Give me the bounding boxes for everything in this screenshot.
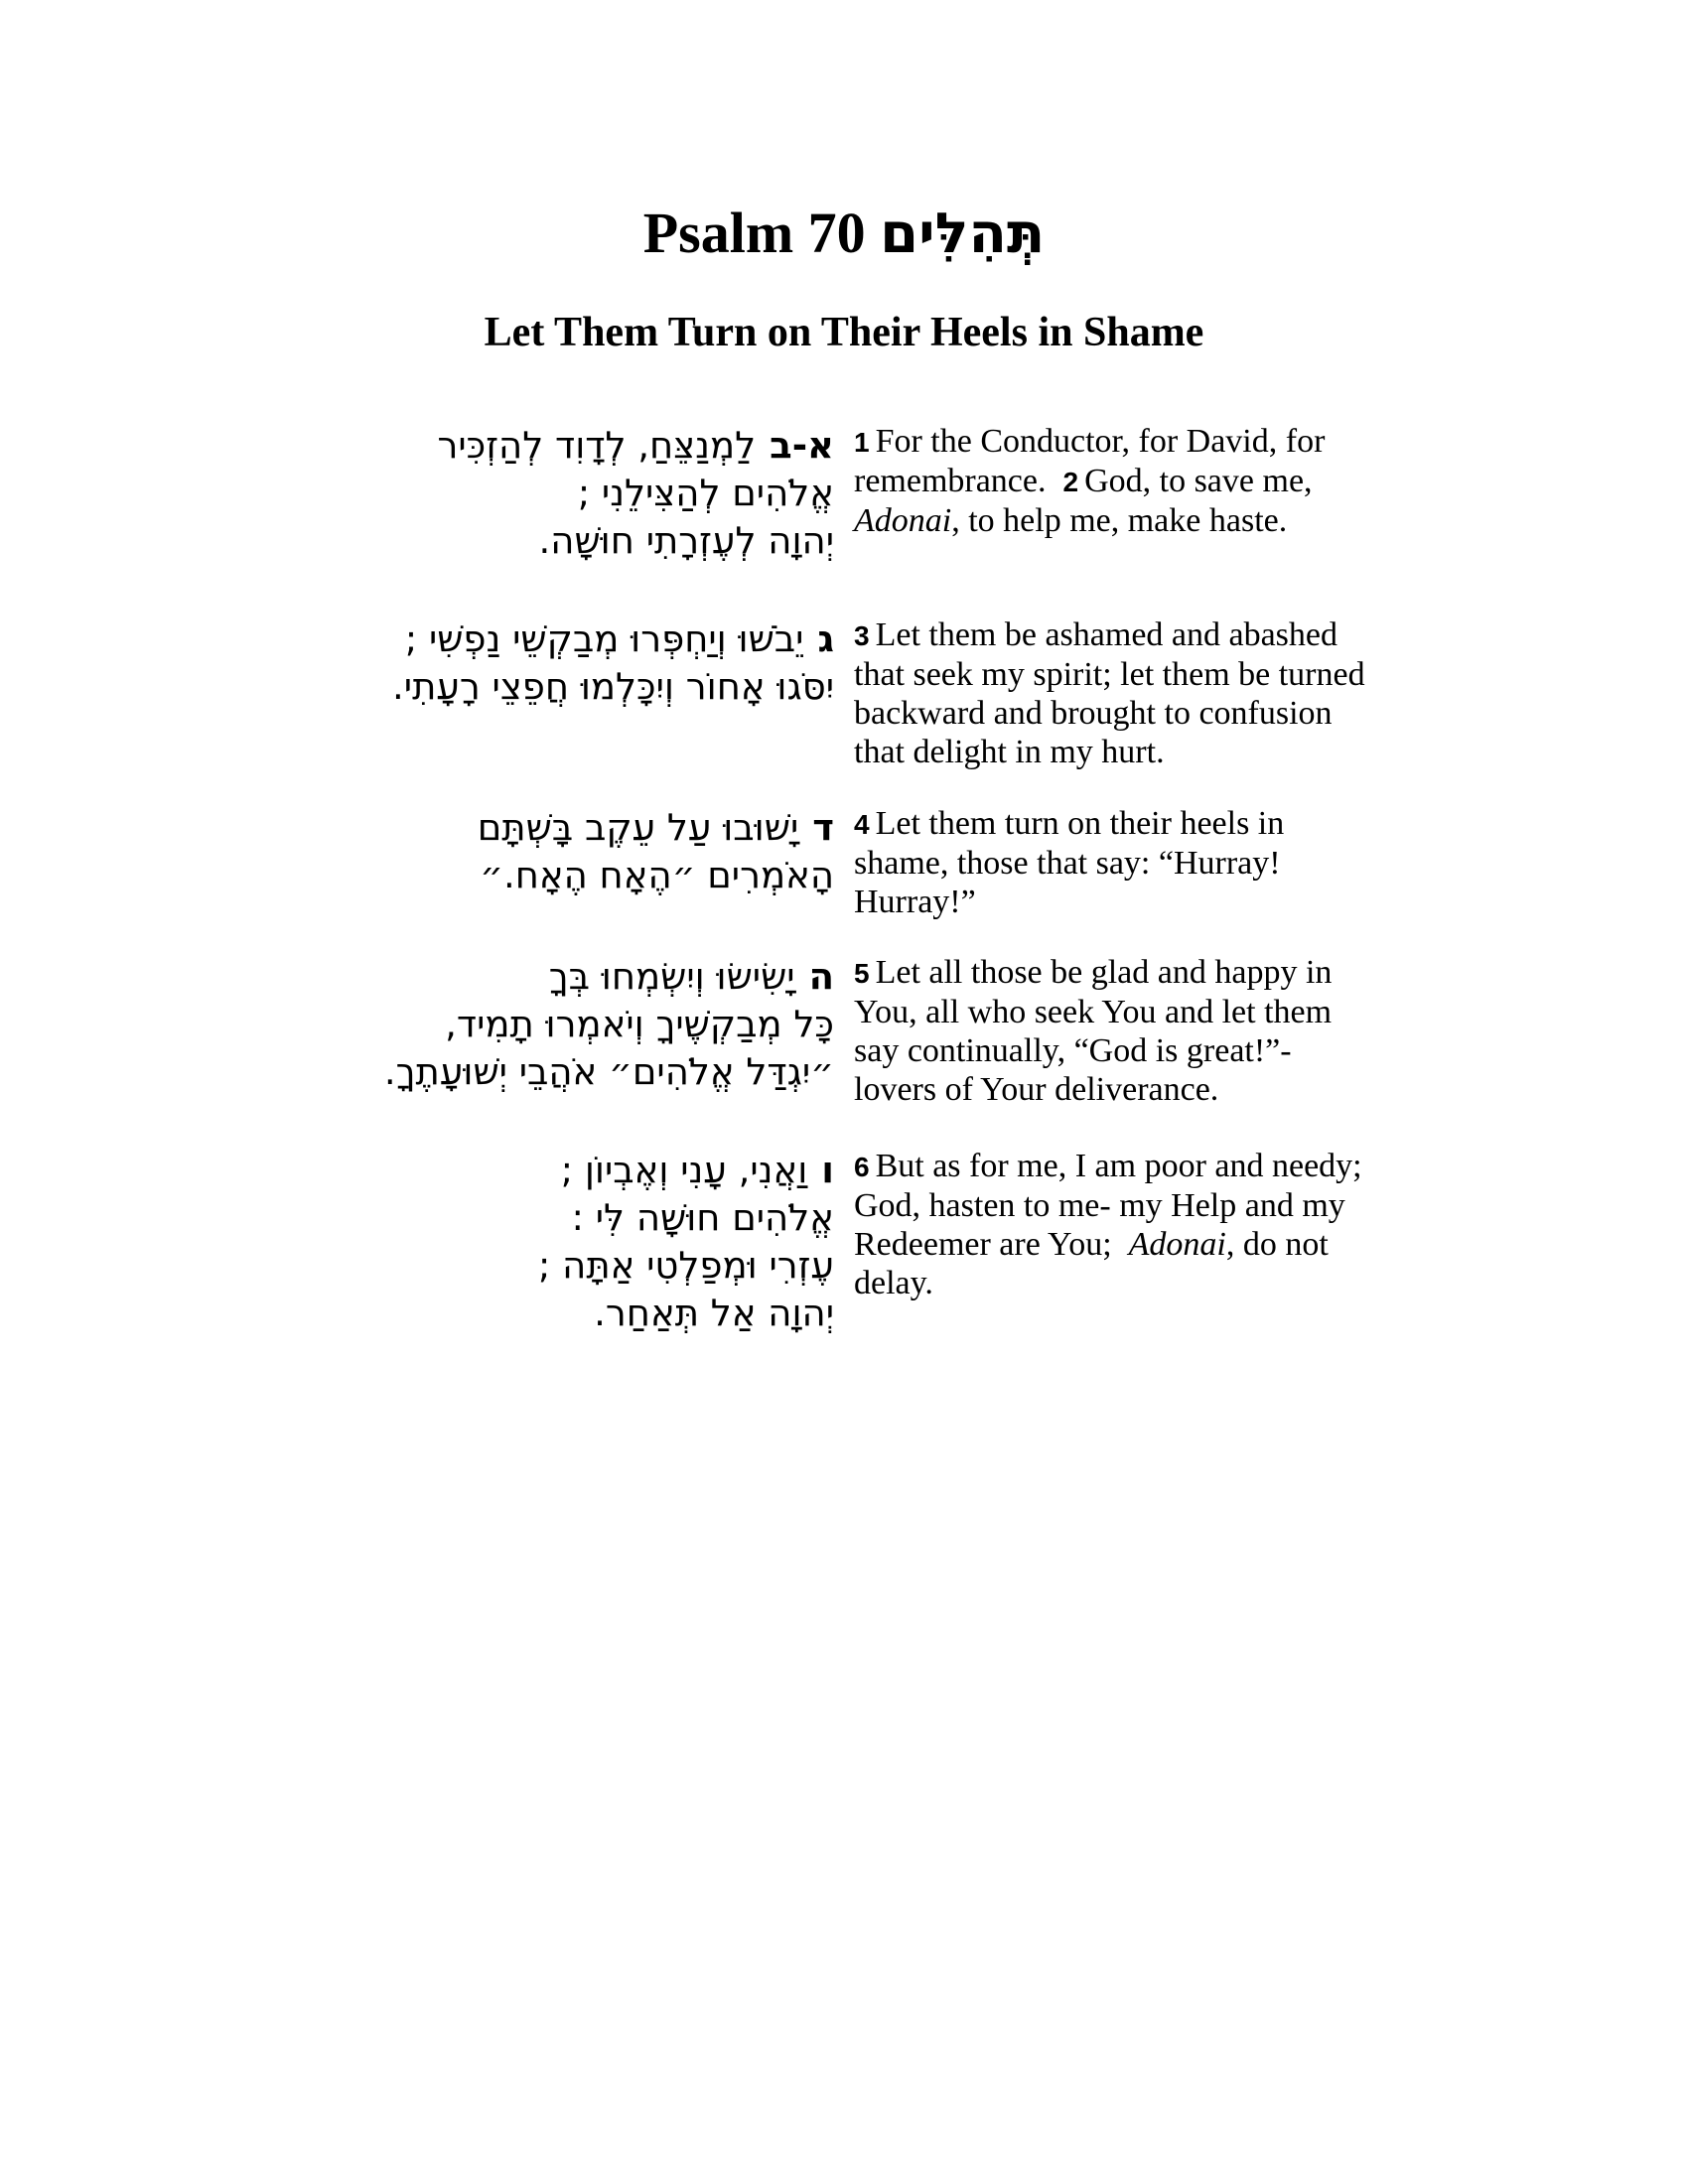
hebrew-text: [199, 804, 834, 899]
verse-number: 6: [854, 1152, 870, 1182]
english-line: that delight in my hurt.: [854, 734, 1165, 770]
hebrew-line: היָשִׂישׂוּ וְיִשְׂמְחוּ בְּךָ: [548, 955, 834, 998]
english-line: You, all who seek You and let them: [854, 994, 1333, 1030]
hebrew-line: א-בלַמְנַצֵּחַ, לְדָוִד לְהַזְכִּיר: [437, 424, 834, 467]
english-line: Adonai, to help me, make haste.: [854, 502, 1288, 539]
hebrew-verse-number: א-ב: [770, 424, 834, 467]
hebrew-text: [199, 615, 834, 711]
english-line: remembrance. 2 God, to save me,: [854, 463, 1313, 499]
english-text: [854, 953, 1470, 1109]
hebrew-line: גיֵבֹשׁוּ וְיַחְפְּרוּ מְבַקְשֵׁי נַפְשִׁי ;: [404, 617, 834, 660]
hebrew-line: יְהוָה אַל תְּאַחַר.: [594, 1292, 834, 1334]
english-line: backward and brought to confusion: [854, 695, 1333, 732]
hebrew-line: אֱלֹהִים חוּשָׁה לִּי :: [571, 1196, 834, 1239]
hebrew-line: דיָשׁוּבוּ עַל עֵקֶב בָּשְׁתָּם: [477, 806, 834, 849]
hebrew-text: [199, 1147, 834, 1337]
verse-number: 1: [854, 427, 870, 458]
title-english: Psalm 70: [642, 201, 866, 265]
hebrew-verse-number: ד: [812, 806, 834, 849]
english-line: 1 For the Conductor, for David, for: [854, 423, 1326, 460]
hebrew-line: הָאֹמְרִים ״הֶאָח הֶאָח.״: [480, 854, 834, 896]
english-line: shame, those that say: “Hurray!: [854, 845, 1281, 882]
hebrew-line: יִסֹּגוּ אָחוֹר וְיִכָּלְמוּ חֲפֵצֵי רָעָתִי.: [392, 665, 834, 708]
english-line: that seek my spirit; let them be turned: [854, 656, 1365, 693]
hebrew-line: אֱלֹהִים לְהַצִּילֵנִי ;: [577, 472, 834, 514]
english-text: [854, 804, 1470, 921]
english-line: delay.: [854, 1265, 933, 1301]
hebrew-line: כָּל מְבַקְשֶׁיךָ וְיֹאמְרוּ תָמִיד,: [445, 1003, 834, 1045]
hebrew-text: [199, 422, 834, 565]
page-subtitle: Let Them Turn on Their Heels in Shame: [484, 310, 1204, 355]
english-line: lovers of Your deliverance.: [854, 1071, 1219, 1108]
hebrew-verse-number: ג: [817, 617, 834, 660]
verse-number: 2: [1062, 467, 1079, 497]
english-line: 5 Let all those be glad and happy in: [854, 954, 1333, 991]
english-line: Hurray!”: [854, 884, 976, 920]
english-text: [854, 615, 1470, 771]
english-text: [854, 1147, 1470, 1302]
verse-number: 5: [854, 958, 870, 989]
english-line: 3 Let them be ashamed and abashed: [854, 616, 1338, 653]
hebrew-text: [199, 953, 834, 1096]
hebrew-verse-number: ו: [821, 1149, 834, 1191]
english-line: Redeemer are You; Adonai, do not: [854, 1226, 1329, 1263]
title-hebrew: תְּהִלִּים: [880, 202, 1046, 266]
verse-number: 3: [854, 620, 870, 651]
hebrew-line: ״יִגְדַּל אֱלֹהִים״ אֹהֲבֵי יְשׁוּעָתֶךָ.: [383, 1050, 834, 1093]
english-line: 4 Let them turn on their heels in: [854, 805, 1285, 842]
hebrew-line: עֶזְרִי וּמְפַלְטִי אַתָּה ;: [537, 1244, 834, 1287]
hebrew-line: יְהוָה לְעֶזְרָתִי חוּשָׁה.: [538, 519, 834, 562]
hebrew-line: ווַאֲנִי, עָנִי וְאֶבְיוֹן ;: [560, 1149, 834, 1191]
verse-number: 4: [854, 809, 870, 840]
page-title: [0, 199, 1688, 269]
hebrew-verse-number: ה: [808, 955, 834, 998]
english-line: 6 But as for me, I am poor and needy;: [854, 1148, 1362, 1184]
english-text: [854, 422, 1470, 540]
english-line: say continually, “God is great!”-: [854, 1032, 1292, 1069]
english-line: God, hasten to me- my Help and my: [854, 1187, 1345, 1224]
